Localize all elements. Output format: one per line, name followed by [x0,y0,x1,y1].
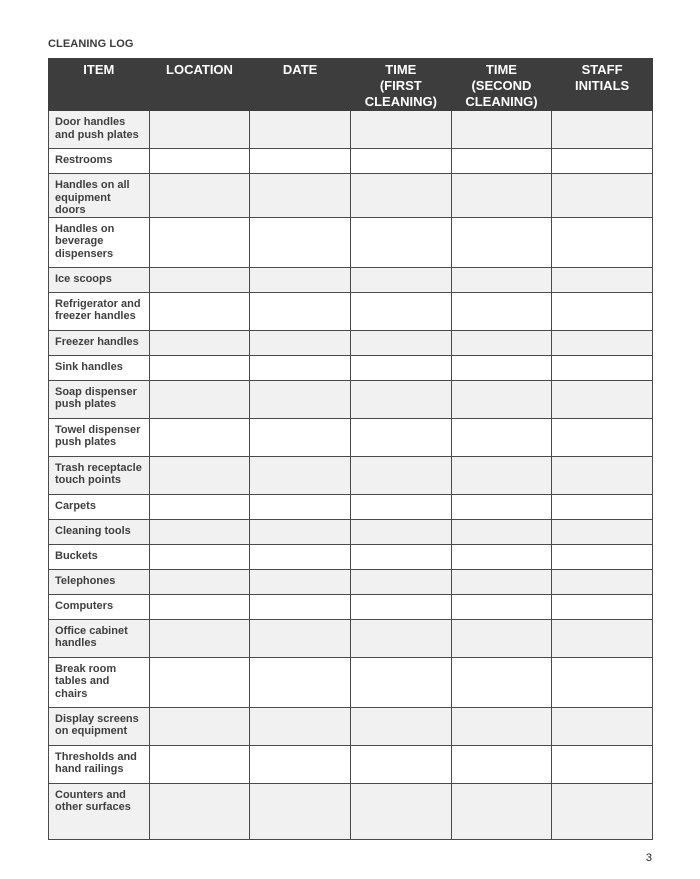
staff-initials-cell[interactable] [552,494,653,519]
date-cell[interactable] [250,380,351,418]
time-first-cell[interactable] [350,174,451,218]
time-first-cell[interactable] [350,594,451,619]
location-cell[interactable] [149,149,250,174]
time-second-cell[interactable] [451,657,552,707]
location-cell[interactable] [149,519,250,544]
time-second-cell[interactable] [451,217,552,267]
item-cell: Break room tables and chairs [49,657,150,707]
location-cell[interactable] [149,745,250,783]
date-cell[interactable] [250,292,351,330]
table-row [49,111,653,149]
time-second-cell[interactable] [451,494,552,519]
location-cell[interactable] [149,783,250,839]
time-first-cell[interactable] [350,267,451,292]
table-row [49,745,653,783]
header-time-second [451,59,552,111]
time-second-cell[interactable] [451,267,552,292]
item-cell: Carpets [49,494,150,519]
location-cell[interactable] [149,594,250,619]
location-cell[interactable] [149,456,250,494]
item-cell: Office cabinet handles [49,619,150,657]
item-cell: Restrooms [49,149,150,174]
date-cell[interactable] [250,544,351,569]
staff-initials-cell[interactable] [552,519,653,544]
item-cell: Handles on all equipment doors [49,174,150,218]
cleaning-log-table [48,58,653,840]
table-row [49,657,653,707]
item-cell: Buckets [49,544,150,569]
location-cell[interactable] [149,657,250,707]
staff-initials-cell[interactable] [552,267,653,292]
table-row [49,380,653,418]
item-cell: Ice scoops [49,267,150,292]
time-second-cell[interactable] [451,380,552,418]
time-first-cell[interactable] [350,380,451,418]
time-second-cell[interactable] [451,292,552,330]
staff-initials-cell[interactable] [552,707,653,745]
time-second-cell[interactable] [451,569,552,594]
header-item-label: ITEM [83,62,115,77]
time-second-cell[interactable] [451,174,552,218]
date-cell[interactable] [250,330,351,355]
header-staff-initials-label: STAFF INITIALS [575,62,630,93]
table-row [49,267,653,292]
item-cell: Door handles and push plates [49,111,150,149]
item-cell: Handles on beverage dispensers [49,217,150,267]
table-row [49,418,653,456]
location-cell[interactable] [149,494,250,519]
staff-initials-cell[interactable] [552,149,653,174]
header-row [49,59,653,111]
date-cell[interactable] [250,783,351,839]
staff-initials-cell[interactable] [552,217,653,267]
header-date-label: DATE [282,62,318,77]
time-first-cell[interactable] [350,111,451,149]
table-row [49,494,653,519]
time-first-cell[interactable] [350,418,451,456]
location-cell[interactable] [149,380,250,418]
time-second-cell[interactable] [451,745,552,783]
log-body [49,111,653,840]
table-row [49,544,653,569]
staff-initials-cell[interactable] [552,594,653,619]
time-first-cell[interactable] [350,217,451,267]
date-cell[interactable] [250,111,351,149]
header-date [250,59,351,111]
date-cell[interactable] [250,707,351,745]
time-second-cell[interactable] [451,111,552,149]
staff-initials-cell[interactable] [552,111,653,149]
table-row [49,783,653,839]
item-cell: Trash receptacle touch points [49,456,150,494]
time-first-cell[interactable] [350,149,451,174]
time-second-cell[interactable] [451,594,552,619]
table-row [49,330,653,355]
location-cell[interactable] [149,174,250,218]
table-row [49,619,653,657]
time-first-cell[interactable] [350,657,451,707]
item-cell: Telephones [49,569,150,594]
staff-initials-cell[interactable] [552,657,653,707]
time-first-cell[interactable] [350,355,451,380]
time-second-cell[interactable] [451,707,552,745]
item-cell: Display screens on equipment [49,707,150,745]
time-second-cell[interactable] [451,355,552,380]
date-cell[interactable] [250,174,351,218]
page-number: 3 [645,852,652,864]
time-first-cell[interactable] [350,783,451,839]
table-row [49,569,653,594]
time-first-cell[interactable] [350,292,451,330]
staff-initials-cell[interactable] [552,174,653,218]
time-second-cell[interactable] [451,783,552,839]
time-first-cell[interactable] [350,330,451,355]
table-row [49,456,653,494]
date-cell[interactable] [250,418,351,456]
date-cell[interactable] [250,619,351,657]
table-row [49,519,653,544]
staff-initials-cell[interactable] [552,380,653,418]
header-time-first-label: TIME (FIRST CLEANING) [364,62,437,109]
item-cell: Computers [49,594,150,619]
date-cell[interactable] [250,657,351,707]
time-first-cell[interactable] [350,544,451,569]
header-staff-initials [552,59,653,111]
time-second-cell[interactable] [451,544,552,569]
date-cell[interactable] [250,569,351,594]
date-cell[interactable] [250,456,351,494]
header-location-label: LOCATION [166,62,233,77]
location-cell[interactable] [149,267,250,292]
location-cell[interactable] [149,544,250,569]
item-cell: Thresholds and hand railings [49,745,150,783]
date-cell[interactable] [250,267,351,292]
staff-initials-cell[interactable] [552,330,653,355]
item-cell: Cleaning tools [49,519,150,544]
time-first-cell[interactable] [350,619,451,657]
location-cell[interactable] [149,569,250,594]
staff-initials-cell[interactable] [552,619,653,657]
staff-initials-cell[interactable] [552,292,653,330]
item-cell: Freezer handles [49,330,150,355]
date-cell[interactable] [250,594,351,619]
header-item [49,59,150,111]
staff-initials-cell[interactable] [552,418,653,456]
time-first-cell[interactable] [350,456,451,494]
item-cell: Sink handles [49,355,150,380]
time-second-cell[interactable] [451,330,552,355]
staff-initials-cell[interactable] [552,745,653,783]
location-cell[interactable] [149,330,250,355]
date-cell[interactable] [250,494,351,519]
time-second-cell[interactable] [451,456,552,494]
staff-initials-cell[interactable] [552,783,653,839]
time-first-cell[interactable] [350,569,451,594]
document-title: CLEANING LOG [48,38,134,50]
staff-initials-cell[interactable] [552,569,653,594]
item-cell: Soap dispenser push plates [49,380,150,418]
table-row [49,707,653,745]
time-second-cell[interactable] [451,418,552,456]
table-row [49,149,653,174]
header-time-first [350,59,451,111]
location-cell[interactable] [149,355,250,380]
time-first-cell[interactable] [350,745,451,783]
item-cell: Refrigerator and freezer handles [49,292,150,330]
table-row [49,217,653,267]
item-cell: Towel dispenser push plates [49,418,150,456]
location-cell[interactable] [149,707,250,745]
time-first-cell[interactable] [350,519,451,544]
staff-initials-cell[interactable] [552,544,653,569]
table-row [49,594,653,619]
time-second-cell[interactable] [451,149,552,174]
location-cell[interactable] [149,111,250,149]
time-first-cell[interactable] [350,707,451,745]
date-cell[interactable] [250,355,351,380]
location-cell[interactable] [149,217,250,267]
location-cell[interactable] [149,418,250,456]
date-cell[interactable] [250,519,351,544]
table-row [49,292,653,330]
date-cell[interactable] [250,745,351,783]
staff-initials-cell[interactable] [552,355,653,380]
location-cell[interactable] [149,292,250,330]
time-second-cell[interactable] [451,619,552,657]
table-row [49,355,653,380]
staff-initials-cell[interactable] [552,456,653,494]
table-row [49,174,653,218]
time-second-cell[interactable] [451,519,552,544]
header-time-second-label: TIME (SECOND CLEANING) [465,62,538,109]
location-cell[interactable] [149,619,250,657]
header-location [149,59,250,111]
date-cell[interactable] [250,217,351,267]
date-cell[interactable] [250,149,351,174]
time-first-cell[interactable] [350,494,451,519]
item-cell: Counters and other surfaces [49,783,150,839]
